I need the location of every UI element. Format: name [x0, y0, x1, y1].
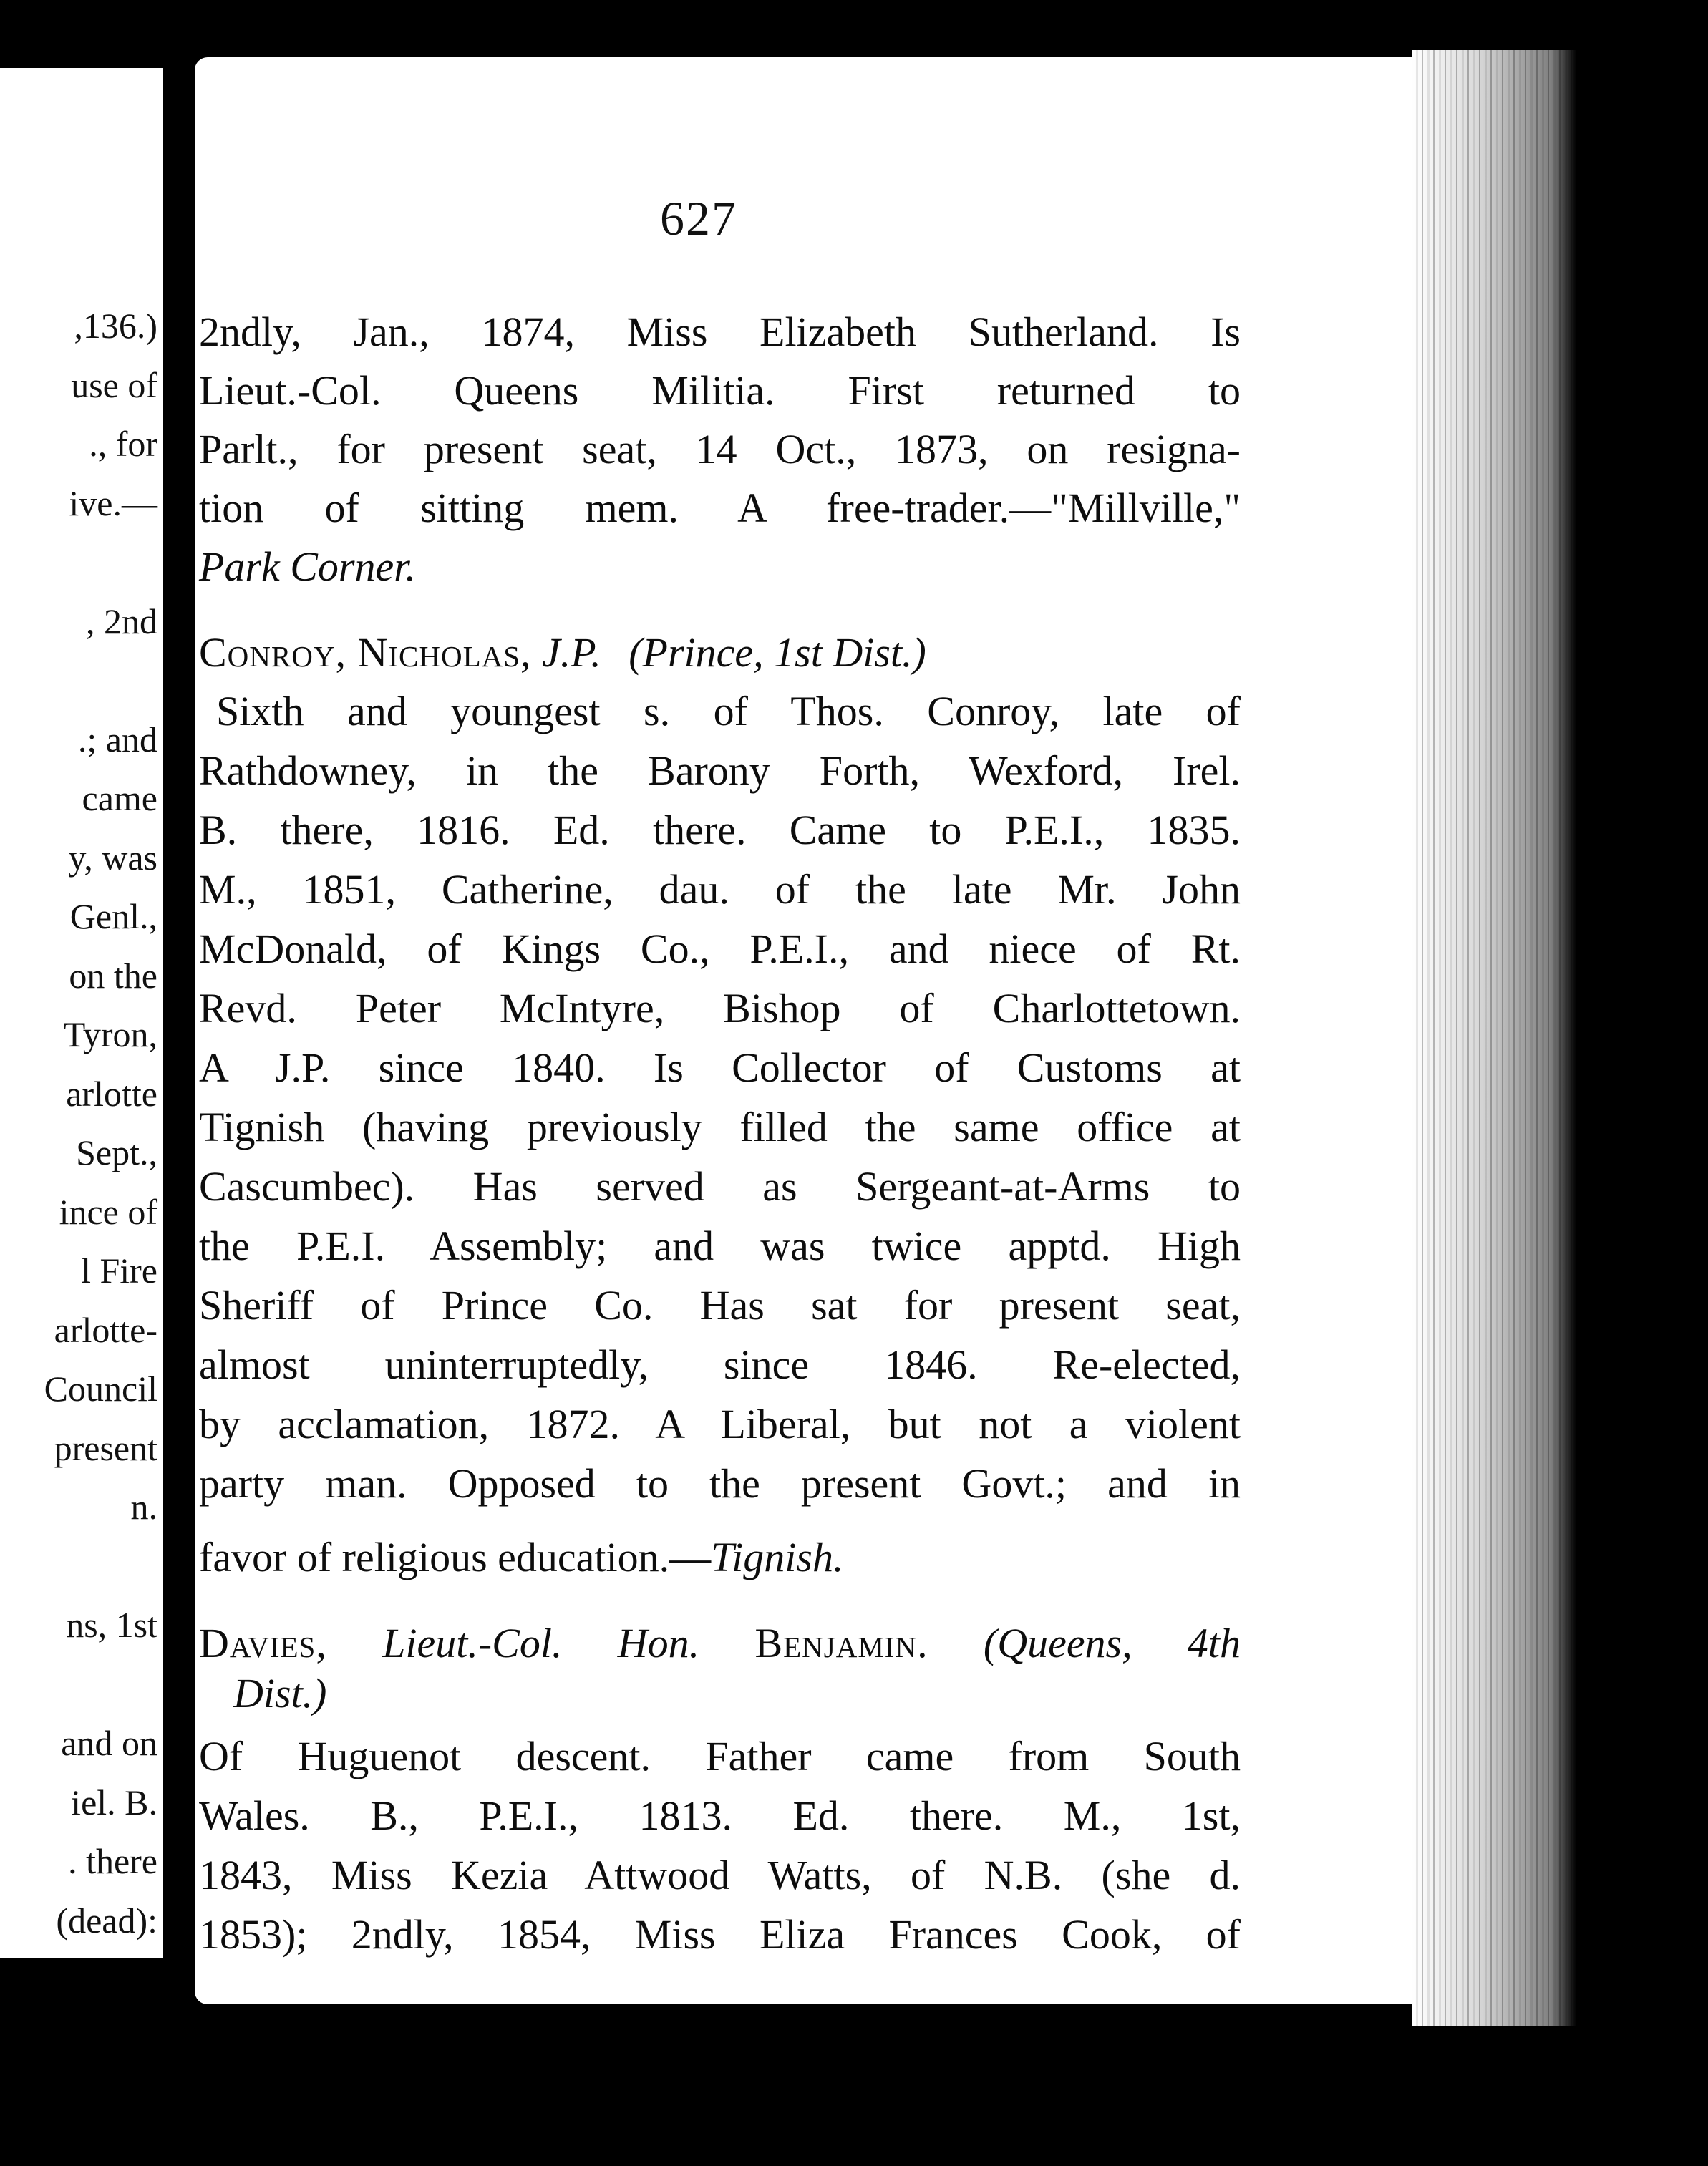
facing-page-fragment: ince of — [59, 1191, 157, 1232]
entry-heading-name: Davies, — [199, 1620, 327, 1666]
entry-residence: Tignish. — [711, 1534, 844, 1580]
entry-line: Tignish (having previously filled the same office at — [199, 1104, 1241, 1150]
entry-line: Lieut.-Col. Queens Militia. First returned to — [199, 367, 1241, 414]
entry-line: M., 1851, Catherine, dau. of the late Mr. John — [199, 866, 1241, 913]
entry-line: Parlt., for present seat, 14 Oct., 1873, on resigna- — [199, 426, 1241, 472]
entry-heading-constituency: (Prince, 1st Dist.) — [629, 629, 926, 676]
entry-last-line-text: favor of religious education.— — [199, 1534, 712, 1580]
entry-heading-given: Benjamin. — [754, 1620, 928, 1666]
entry-last-line — [199, 1533, 1241, 1583]
entry-heading — [199, 1619, 1241, 1669]
facing-page-fragment: present — [54, 1427, 157, 1468]
entry-line: 1853); 2ndly, 1854, Miss Eliza Frances Cook, of — [199, 1911, 1241, 1958]
facing-page-fragment: Council — [44, 1369, 157, 1409]
facing-page-fragment: came — [82, 778, 157, 818]
entry-line: Of Huguenot descent. Father came from South — [199, 1733, 1241, 1779]
facing-page-fragment: Genl., — [69, 896, 157, 936]
binding-gutter — [163, 57, 195, 1976]
facing-page-fragment: ., for — [89, 424, 157, 464]
facing-page-fragment: arlotte — [66, 1073, 157, 1114]
facing-page-fragment: on the — [69, 955, 157, 996]
entry-line: Wales. B., P.E.I., 1813. Ed. there. M., 1st, — [199, 1792, 1241, 1839]
entry-heading-title: Lieut.-Col. Hon. — [382, 1620, 700, 1666]
entry-line: McDonald, of Kings Co., P.E.I., and niece of Rt. — [199, 926, 1241, 972]
entry-line: 2ndly, Jan., 1874, Miss Elizabeth Sutherland. Is — [199, 309, 1241, 355]
entry-line: by acclamation, 1872. A Liberal, but not a violent — [199, 1401, 1241, 1447]
entry-line: A J.P. since 1840. Is Collector of Customs at — [199, 1044, 1241, 1091]
entry-heading-constituency: (Queens, 4th — [983, 1620, 1241, 1666]
facing-page-fragment: y, was — [68, 837, 157, 878]
facing-page-fragment: n. — [130, 1487, 157, 1527]
entry-line: Sixth and youngest s. of Thos. Conroy, late of — [216, 688, 1241, 734]
entry-heading-name: Conroy, Nicholas, — [199, 629, 532, 676]
book-page-edges — [1412, 50, 1576, 2026]
facing-page-fragment: , 2nd — [86, 601, 157, 641]
entry-line: Revd. Peter McIntyre, Bishop of Charlottetown. — [199, 985, 1241, 1031]
facing-page-fragment: . there — [68, 1841, 157, 1881]
entry-line: the P.E.I. Assembly; and was twice apptd. High — [199, 1223, 1241, 1269]
entry-line: almost uninterruptedly, since 1846. Re-elected, — [199, 1341, 1241, 1388]
facing-page-fragment: ive.— — [69, 482, 157, 523]
facing-page-fragment: l Fire — [81, 1250, 157, 1291]
facing-page-fragment: Sept., — [76, 1132, 157, 1172]
facing-page-fragment: .; and — [77, 719, 157, 759]
facing-page-fragment: and on — [61, 1723, 157, 1763]
facing-page-fragment: arlotte- — [54, 1309, 157, 1350]
facing-page-fragment: ns, 1st — [66, 1605, 157, 1645]
entry-heading-cont: Dist.) — [233, 1670, 327, 1716]
entry-line: party man. Opposed to the present Govt.; and in — [199, 1460, 1241, 1507]
entry-line: tion of sitting mem. A free-trader.—"Millville," — [199, 485, 1241, 531]
entry-residence: Park Corner. — [199, 543, 416, 590]
page-number: 627 — [660, 191, 737, 246]
entry-heading — [199, 628, 1241, 679]
entry-line: Sheriff of Prince Co. Has sat for present seat, — [199, 1282, 1241, 1329]
entry-heading-title: J.P. — [542, 629, 601, 676]
entry-line: B. there, 1816. Ed. there. Came to P.E.I., 1835. — [199, 807, 1241, 853]
facing-page-fragment: use of — [71, 364, 157, 405]
facing-page-fragment: Tyron, — [63, 1014, 157, 1054]
facing-page-fragment: iel. B. — [71, 1782, 157, 1822]
facing-page-fragment: ,136.) — [74, 306, 157, 346]
entry-line: Rathdowney, in the Barony Forth, Wexford, Irel. — [199, 747, 1241, 794]
entry-line: Cascumbec). Has served as Sergeant-at-Arms to — [199, 1163, 1241, 1210]
facing-page-strip — [0, 68, 163, 1958]
entry-line: 1843, Miss Kezia Attwood Watts, of N.B. (she d. — [199, 1852, 1241, 1898]
facing-page-fragment: (dead): — [56, 1900, 157, 1941]
